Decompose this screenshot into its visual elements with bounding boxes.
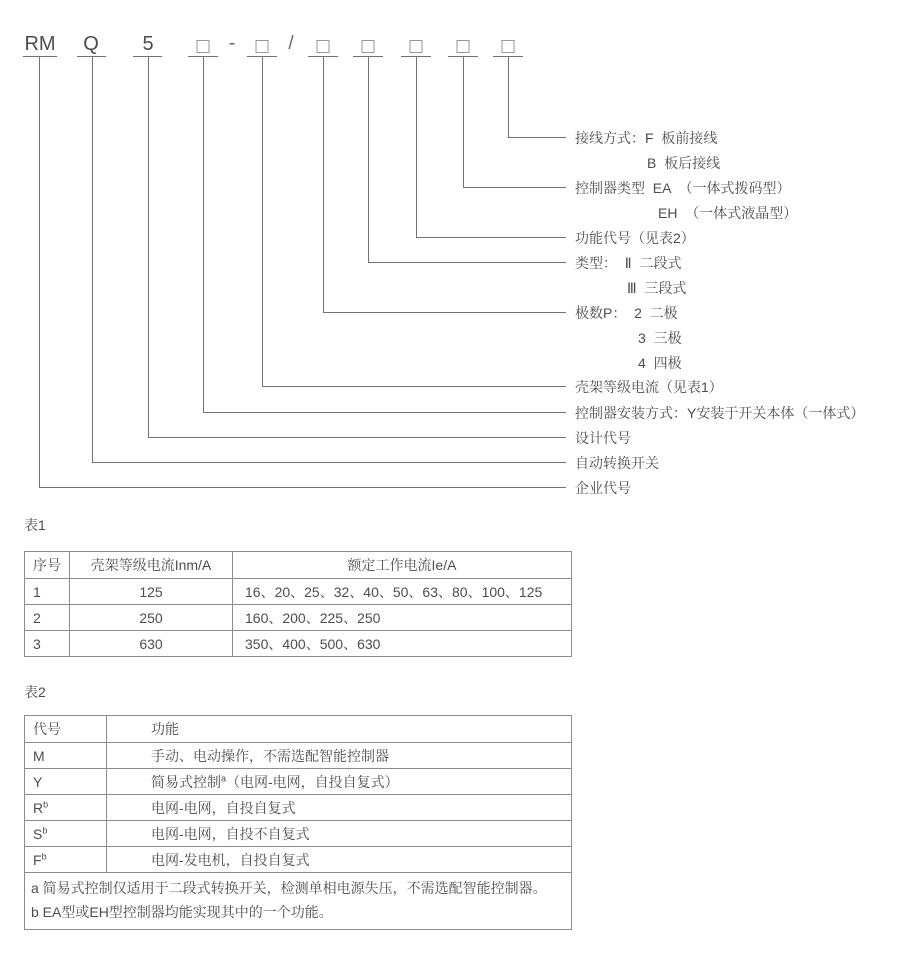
table-row xyxy=(25,605,572,631)
label-wiring-mode-b: B 板后接线 xyxy=(647,155,721,171)
label-function-code: 功能代号（见表2） xyxy=(575,230,695,246)
table1-cell-rated: 160、200、225、250 xyxy=(233,605,572,631)
table-header-row xyxy=(25,552,572,579)
table2-title: 表2 xyxy=(24,684,46,700)
table2-cell-code: $F^b$ xyxy=(25,847,107,873)
table-row xyxy=(25,769,572,795)
label-design-code: 设计代号 xyxy=(575,430,631,446)
code-part-design: 5 xyxy=(142,33,154,55)
footnote-b: b EA型或EH型控制器均能实现其中的一个功能。 xyxy=(31,904,333,920)
code-placeholder-box-3 xyxy=(317,40,330,53)
table2-cell-function: 手动、电动操作，不需选配智能控制器 xyxy=(107,743,572,769)
table1-cell-frame: 630 xyxy=(70,631,233,657)
table2-cell-function: 电网-电网，自投不自复式 xyxy=(107,821,572,847)
function-code-table xyxy=(24,715,572,930)
label-poles-four: 4 四极 xyxy=(638,355,682,371)
frame-current-table xyxy=(24,551,572,657)
table-row xyxy=(25,821,572,847)
code-placeholder-box-6 xyxy=(457,40,470,53)
label-controller-type: 控制器类型 EA （一体式拨码型） xyxy=(575,180,791,196)
table1-cell-frame: 125 xyxy=(70,579,233,605)
table-row xyxy=(25,847,572,873)
table1-cell-frame: 250 xyxy=(70,605,233,631)
label-wiring-mode: 接线方式：F 板前接线 xyxy=(575,130,718,146)
label-frame-current: 壳架等级电流（见表1） xyxy=(575,379,723,395)
code-placeholder-box-4 xyxy=(362,40,375,53)
label-poles-three: 3 三极 xyxy=(638,330,682,346)
label-controller-mounting: 控制器安装方式：Y安装于开关本体（一体式） xyxy=(575,405,865,421)
table1-cell-rated: 350、400、500、630 xyxy=(233,631,572,657)
code-separator-dash: - xyxy=(228,33,236,54)
table-footnote-row xyxy=(25,873,572,930)
code-part-prefix: RM xyxy=(24,33,56,55)
code-separator-slash: / xyxy=(288,33,294,54)
table1-cell-rated: 16、20、25、32、40、50、63、80、100、125 xyxy=(233,579,572,605)
code-placeholder-box-2 xyxy=(256,40,269,53)
table2-cell-function: 电网-电网，自投自复式 xyxy=(107,795,572,821)
table1-title: 表1 xyxy=(24,517,46,533)
table2-header-code: 代号 xyxy=(25,716,107,743)
code-placeholder-box-1 xyxy=(197,40,210,53)
code-placeholder-box-7 xyxy=(502,40,515,53)
table-row xyxy=(25,795,572,821)
table1-cell-index: 2 xyxy=(25,605,70,631)
table2-cell-function: 简易式控制$^a$（电网-电网，自投自复式） xyxy=(107,769,572,795)
table-row xyxy=(25,631,572,657)
label-controller-type-eh: EH （一体式液晶型） xyxy=(658,205,798,221)
table2-cell-code: M xyxy=(25,743,107,769)
code-part-category: Q xyxy=(83,33,99,55)
table1-cell-index: 3 xyxy=(25,631,70,657)
table1-header-frame-current: 壳架等级电流Inm/A xyxy=(70,552,233,579)
table1-cell-index: 1 xyxy=(25,579,70,605)
table1-header-rated-current: 额定工作电流Ie/A xyxy=(233,552,572,579)
table2-header-function: 功能 xyxy=(107,716,572,743)
label-type: 类型： Ⅱ 二段式 xyxy=(575,255,682,271)
table1-header-index: 序号 xyxy=(25,552,70,579)
table-header-row xyxy=(25,716,572,743)
label-type-three-stage: Ⅲ 三段式 xyxy=(627,280,687,296)
footnote-a: a 简易式控制仅适用于二段式转换开关，检测单相电源失压，不需选配智能控制器。 xyxy=(31,880,547,896)
table2-cell-code: $R^b$ xyxy=(25,795,107,821)
table2-cell-code: $S^b$ xyxy=(25,821,107,847)
table-row xyxy=(25,579,572,605)
label-poles: 极数P： 2 二极 xyxy=(575,305,678,321)
table2-cell-function: 电网-发电机，自投自复式 xyxy=(107,847,572,873)
code-placeholder-box-5 xyxy=(410,40,423,53)
table2-footnotes xyxy=(25,873,572,930)
table2-cell-code: Y xyxy=(25,769,107,795)
label-auto-transfer-switch: 自动转换开关 xyxy=(575,455,659,471)
label-company-code: 企业代号 xyxy=(575,480,631,496)
table-row xyxy=(25,743,572,769)
